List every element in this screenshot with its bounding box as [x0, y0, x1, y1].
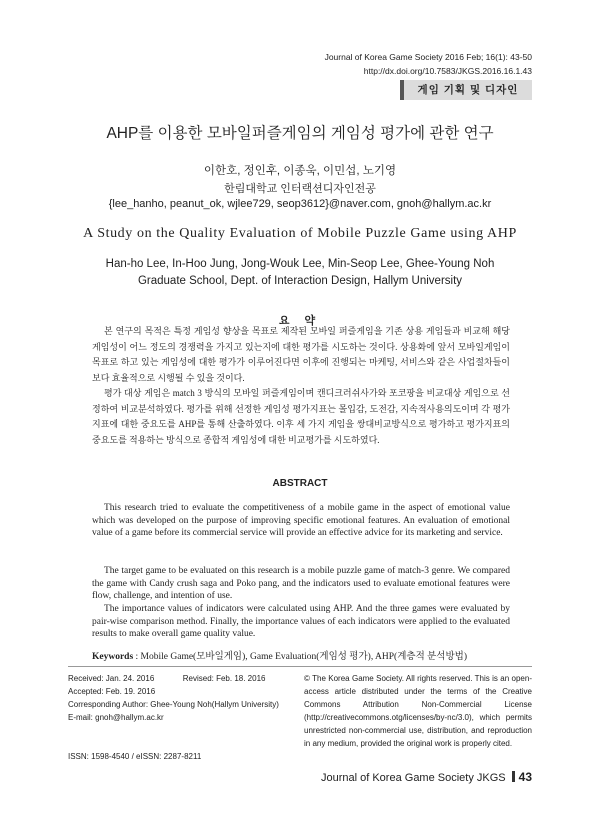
page-number: 43	[518, 770, 532, 784]
section-tag: 게임 기획 및 디자인	[400, 80, 532, 100]
keywords	[92, 648, 522, 662]
footer-bar	[512, 771, 515, 782]
journal-citation: Journal of Korea Game Society 2016 Feb; 16(1): 43-50	[324, 52, 532, 62]
authors-english: Han-ho Lee, In-Hoo Jung, Jong-Wouk Lee, Min-Seop Lee, Ghee-Young Noh	[105, 258, 495, 270]
accepted-date: Accepted: Feb. 19. 2016	[68, 687, 156, 696]
authors-korean: 이한호, 정인후, 이종욱, 이민섭, 노기영	[203, 165, 397, 177]
paper-title-korean: AHP를 이용한 모바일퍼즐게임의 게임성 평가에 관한 연구	[106, 125, 494, 142]
english-abstract-paragraph: The importance values of indicators were calculated using AHP. And the three games were evaluated by pair-wise comparison method. Finally, the importance values of each indicators were applied to the evaluated results to make overall game quality value.	[92, 604, 510, 639]
english-abstract-heading: ABSTRACT	[272, 478, 328, 489]
keywords-text: : Mobile Game(모바일게임), Game Evaluation(게임성 평가), AHP(계층적 분석방법)	[135, 652, 467, 662]
divider	[68, 666, 532, 667]
affiliation-english: Graduate School, Dept. of Interaction Design, Hallym University	[137, 275, 463, 287]
received-revised-line	[68, 672, 300, 685]
doi-link[interactable]: http://dx.doi.org/10.7583/JKGS.2016.16.1.43	[363, 66, 532, 76]
author-emails: {lee_hanho, peanut_ok, wjlee729, seop3612}@naver.com, gnoh@hallym.ac.kr	[108, 198, 492, 210]
issn: ISSN: 1598-4540 / eISSN: 2287-8211	[68, 752, 202, 761]
korean-abstract-heading: 요 약	[278, 315, 322, 327]
corresponding-email: E-mail: gnoh@hallym.ac.kr	[68, 713, 164, 722]
paper-title-english: A Study on the Quality Evaluation of Mobile Puzzle Game using AHP	[83, 226, 517, 241]
affiliation-korean: 한림대학교 인터랙션디자인전공	[224, 183, 376, 195]
footer-journal-name: Journal of Korea Game Society JKGS	[320, 772, 506, 784]
english-abstract-paragraph: The target game to be evaluated on this research is a mobile puzzle game of match-3 genre. We compared the game with Candy crush saga and Poko pang, and the indicators used to evaluate emotional features were flow, challenge, and intention of use.	[92, 566, 510, 601]
license-notice: © The Korea Game Society. All rights reserved. This is an open-access article distributed under the terms of the Creative Commons Attribution Non-Commercial License (http://creativecommons.otg/licenses/by-nc/3.0), which permits unrestricted non-commercial use, distribution, and reproduction in any medium, provided the original work is properly cited.	[304, 674, 532, 748]
received-date: Received: Jan. 24. 2016	[68, 674, 155, 683]
korean-abstract-paragraph: 평가 대상 게임은 match 3 방식의 모바일 퍼즐게임이며 캔디크러쉬사가와 포코팡을 비교대상 게임으로 선정하여 비교분석하였다. 평가를 위해 선정한 게임성 평가지표는 몰입감, 도전감, 지속적사용의도이며 각 평가지표에 대한 중요도를 AHP를 통해 산출하였다. 이후 세 가지 게임을 쌍대비교방식으로 평가하고 평가지표의 중요도를 적용하는 방식으로 종합적 게임성에 대한 비교평가를 시도하였다.	[92, 388, 510, 445]
article-info	[68, 672, 300, 763]
corresponding-author: Corresponding Author: Ghee-Young Noh(Hallym University)	[68, 700, 279, 709]
korean-abstract-paragraph: 본 연구의 목적은 특정 게임성 향상을 목표로 제작된 모바일 퍼즐게임을 기존 상용 게임들과 비교해 해당 게임성이 어느 정도의 경쟁력을 가지고 있는지에 대한 평가를 시도하는 것이다. 상용화에 앞서 모바일게임이 목표로 하고 있는 게임성에 대한 평가가 이루어진다면 이후에 진행되는 마케팅, 서비스와 같은 사업절차들이 보다 효율적으로 시행될 수 있을 것이다.	[92, 326, 510, 383]
revised-date: Revised: Feb. 18. 2016	[182, 674, 266, 683]
page-footer	[321, 770, 532, 784]
keywords-label: Keywords	[92, 652, 134, 662]
english-abstract-paragraph: This research tried to evaluate the competitiveness of a mobile game in the aspect of emotional value which was developed on the purpose of improving specific emotional features. An evaluation of emotional value of a game before its commercial service will provide an effective advice for its marketing and service.	[92, 503, 510, 538]
